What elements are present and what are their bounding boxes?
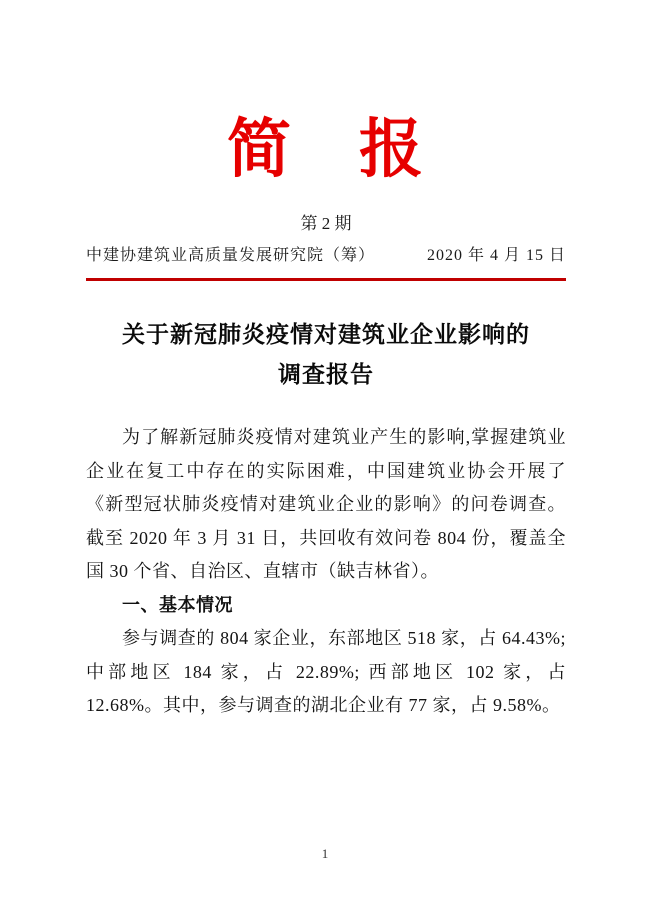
- report-title: [86, 315, 566, 395]
- masthead-info-row: [86, 243, 566, 269]
- issue-number: 第 2 期: [300, 214, 352, 233]
- report-title-line2: 调查报告: [278, 362, 374, 387]
- publisher-name: 中建协建筑业高质量发展研究院（筹）: [86, 247, 376, 264]
- bulletin-masthead-title: 简 报: [227, 114, 425, 185]
- intro-paragraph: 为了解新冠肺炎疫情对建筑业产生的影响,掌握建筑业企业在复工中存在的实际困难，中国建筑业协会开展了《新型冠状肺炎疫情对建筑业企业的影响》的问卷调查。截至 2020 年 3 月 31 日，共回收有效问卷 804 份，覆盖全国 30 个省、自治区、直辖市（缺吉林省）。: [86, 427, 566, 581]
- report-body: [86, 421, 566, 723]
- section-heading-basic-info: 一、基本情况: [122, 594, 233, 615]
- report-title-line1: 关于新冠肺炎疫情对建筑业企业影响的: [122, 322, 530, 347]
- page-number: 1: [321, 846, 329, 861]
- basic-info-paragraph: 参与调查的 804 家企业，东部地区 518 家，占 64.43%; 中部地区 184 家，占 22.89%; 西部地区 102 家，占 12.68%。其中，参与调查的湖北企业有 77 家，占 9.58%。: [86, 628, 566, 715]
- masthead-divider-rule: [86, 278, 566, 281]
- issue-date: 2020 年 4 月 15 日: [426, 247, 566, 264]
